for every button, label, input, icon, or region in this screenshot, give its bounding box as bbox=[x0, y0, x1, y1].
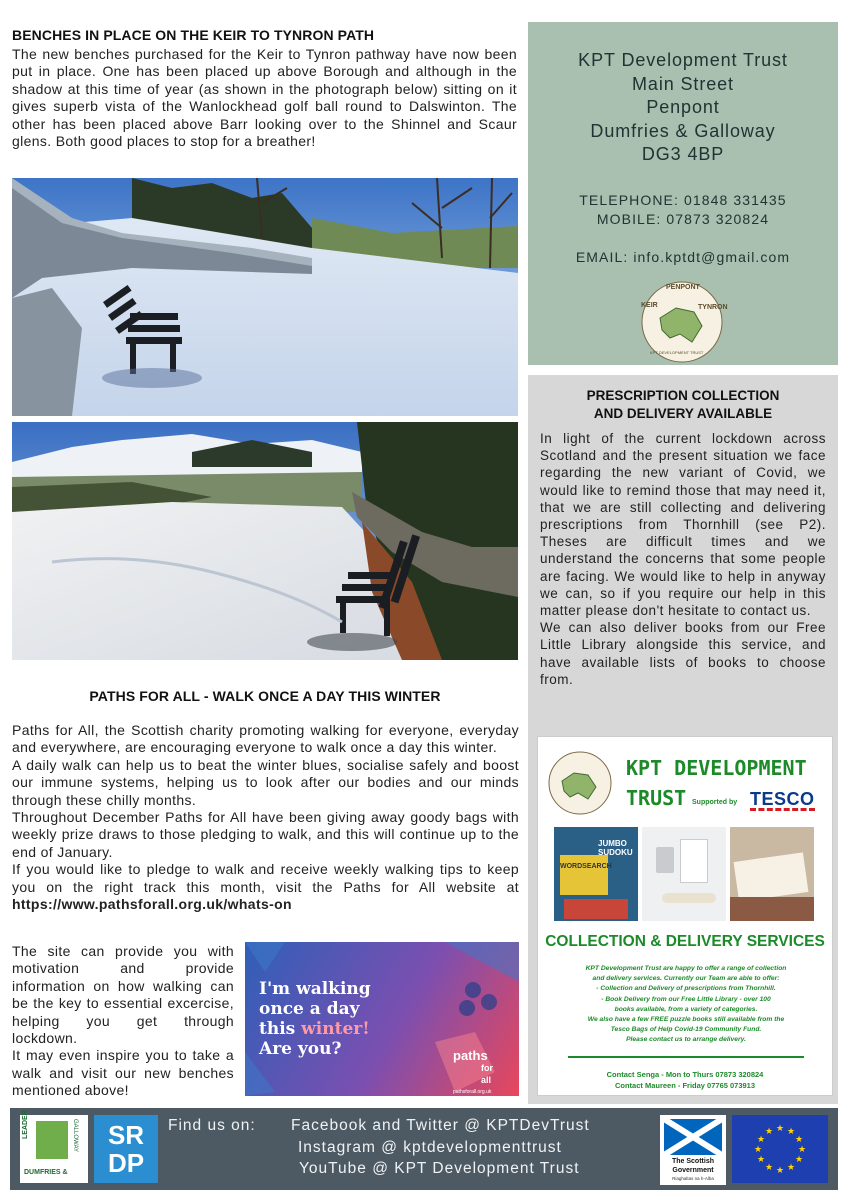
saltire-flag-icon bbox=[664, 1119, 722, 1155]
benches-title: BENCHES IN PLACE ON THE KEIR TO TYNRON PATH bbox=[12, 27, 375, 43]
kpt-logo bbox=[636, 278, 728, 364]
svg-text:★: ★ bbox=[756, 1155, 766, 1165]
collection-line: Tesco Bags of Help Covid-19 Community Fund. bbox=[610, 1026, 762, 1034]
collection-line: We also have a few FREE puzzle books still available from the bbox=[587, 1016, 785, 1024]
poster-supported-by: Supported by bbox=[692, 799, 738, 806]
logo-keir: KEIR bbox=[641, 302, 658, 309]
collection-line: - Collection and Delivery of prescriptions from Thornhill. bbox=[596, 985, 776, 993]
poster-heading-line-2: TRUST bbox=[626, 786, 687, 810]
address-line-1: KPT Development Trust bbox=[578, 50, 788, 70]
svg-text:★: ★ bbox=[794, 1155, 804, 1165]
paths-side-paragraph-2: It may even inspire you to take a walk and visit our new benches mentioned above! bbox=[12, 1047, 234, 1099]
svg-text:★: ★ bbox=[797, 1145, 807, 1155]
find-us-label: Find us on: bbox=[168, 1117, 256, 1134]
pills-photo bbox=[642, 827, 726, 921]
book-photo bbox=[730, 827, 814, 921]
tesco-logo: TESCO bbox=[750, 789, 815, 809]
footer-banner bbox=[10, 1108, 838, 1190]
poster-contacts bbox=[538, 1069, 832, 1091]
contact-box bbox=[528, 22, 838, 365]
leader-logo: LEADER DUMFRIES & GALLOWAY bbox=[20, 1115, 88, 1183]
paths-paragraph-3: Throughout December Paths for All have been giving away goody bags with weekly prize draws to those pledging to walk, and this will continue up to the end of January. bbox=[12, 809, 519, 860]
footer-social-youtube[interactable]: YouTube @ KPT Development Trust bbox=[299, 1160, 580, 1177]
svg-text:★: ★ bbox=[764, 1163, 774, 1173]
svg-text:★: ★ bbox=[764, 1127, 774, 1137]
banner-text bbox=[259, 979, 371, 1059]
puzzle-books-photo: WORDSEARCH JUMBO SUDOKU bbox=[554, 827, 638, 921]
contact-mobile: MOBILE: 07873 320824 bbox=[596, 211, 770, 227]
contact-telephone: TELEPHONE: 01848 331435 bbox=[579, 192, 787, 208]
banner-line-3: this winter! bbox=[259, 1019, 370, 1039]
collection-line: and delivery services. Currently our Team are able to offer: bbox=[592, 975, 780, 983]
svg-text:★: ★ bbox=[786, 1163, 796, 1173]
bench-photo-2 bbox=[12, 422, 518, 660]
poster-divider bbox=[568, 1056, 804, 1058]
contact-email[interactable]: EMAIL: info.kptdt@gmail.com bbox=[575, 249, 791, 265]
paths-paragraph-1: Paths for All, the Scottish charity promoting walking for everyone, everyday and everywhere, are encouraging everyone to walk once a day this winter. bbox=[12, 722, 519, 756]
footer-social-facebook-twitter[interactable]: Facebook and Twitter @ KPTDevTrust bbox=[291, 1117, 590, 1134]
address-line-5: DG3 4BP bbox=[641, 144, 725, 164]
address-line-3: Penpont bbox=[646, 97, 720, 117]
paths-paragraph-4: If you would like to pledge to walk and receive weekly walking tips to keep you on the right track this month, visit the Paths for All website at https://www.pathsforall.org.uk/whats-on bbox=[12, 861, 519, 913]
kpt-tesco-poster bbox=[537, 736, 833, 1096]
logo-tynron: TYNRON bbox=[698, 304, 728, 311]
scottish-government-logo: The Scottish Government Riaghaltas na h-Alba bbox=[660, 1115, 726, 1185]
paths-title: PATHS FOR ALL - WALK ONCE A DAY THIS WINTER bbox=[89, 688, 441, 704]
banner-line-4: Are you? bbox=[259, 1039, 342, 1059]
bench-photo-1 bbox=[12, 178, 518, 416]
svg-text:★: ★ bbox=[753, 1145, 763, 1155]
walking-banner bbox=[245, 942, 519, 1096]
logo-penpont: PENPONT bbox=[666, 284, 700, 291]
eu-stars-icon bbox=[732, 1115, 828, 1183]
srdp-logo: SR DP bbox=[94, 1115, 158, 1183]
kpt-poster-logo-icon bbox=[544, 747, 616, 817]
paths-website-link[interactable]: https://www.pathsforall.org.uk/whats-on bbox=[12, 896, 292, 913]
collection-lines bbox=[542, 964, 830, 1046]
paths-side-paragraph-1: The site can provide you with motivation and provide information on how walking can be the key to essential excercise, helping you get through lockdown. bbox=[12, 943, 234, 1047]
paths-for-all-logo: paths for all pathsforall.org.uk bbox=[453, 1048, 493, 1095]
banner-line-2: once a day bbox=[259, 999, 360, 1019]
svg-text:★: ★ bbox=[775, 1166, 785, 1176]
svg-text:★: ★ bbox=[756, 1135, 766, 1145]
prescription-title: PRESCRIPTION COLLECTION AND DELIVERY AVAILABLE bbox=[586, 388, 780, 421]
banner-line-1: I'm walking bbox=[259, 979, 371, 999]
collection-line: books available, from a variety of categories. bbox=[614, 1005, 758, 1013]
svg-text:★: ★ bbox=[794, 1135, 804, 1145]
eu-flag bbox=[732, 1115, 828, 1183]
collection-line: Please contact us to arrange delivery. bbox=[626, 1036, 746, 1044]
paths-body bbox=[12, 722, 519, 913]
collection-line: KPT Development Trust are happy to offer a range of collection bbox=[585, 965, 787, 972]
prescription-paragraph-2: We can also deliver books from our Free Little Library alongside this service, and have available lists of books to choose from. bbox=[540, 620, 826, 687]
address-line-2: Main Street bbox=[632, 73, 734, 94]
prescription-text bbox=[540, 430, 826, 688]
paths-side-text bbox=[12, 943, 234, 1100]
contact-address bbox=[528, 49, 838, 167]
prescription-paragraph-1: In light of the current lockdown across Scotland and the present situation we face regarding the new variant of Covid, we would like to remind those that may need it, that we are still collecting and delivering prescriptions from Thornhill (see P2). Theses are difficult times and we understand the concerns that some people are facing. We would like to help in anyway we can, so if you require our help in this matter please don't hesitate to contact us. bbox=[540, 431, 826, 619]
logo-trust: KPT DEVELOPMENT TRUST bbox=[650, 350, 704, 355]
paths-paragraph-2: A daily walk can help us to beat the winter blues, socialise safely and boost our immune systems, helping us to look after our bodies and our minds through these chilly months. bbox=[12, 756, 519, 808]
poster-contact-2: Contact Maureen - Friday 07765 073913 bbox=[614, 1081, 756, 1090]
footer-social-instagram[interactable]: Instagram @ kptdevelopmenttrust bbox=[298, 1139, 562, 1156]
svg-text:★: ★ bbox=[786, 1127, 796, 1137]
poster-contact-1: Contact Senga - Mon to Thurs 07873 320824 bbox=[606, 1070, 764, 1079]
svg-text:★: ★ bbox=[775, 1124, 785, 1134]
benches-paragraph: The new benches purchased for the Keir to Tynron pathway have now been put in place. One has been placed up above Borough and although in the shadow at this time of year (as shown in the photograph below) sitting on it gives superb vista of the Wanlockhead golf ball round to Dalswinton. The other has been placed above Barr looking over to the Shinnel and Scaur glens. Both good places to stop for a breather! bbox=[12, 46, 517, 150]
address-line-4: Dumfries & Galloway bbox=[590, 120, 776, 141]
poster-heading-line-1: KPT DEVELOPMENT bbox=[626, 756, 807, 780]
collection-title: COLLECTION & DELIVERY SERVICES bbox=[545, 933, 825, 950]
collection-line: - Book Delivery from our Free Little Library - over 100 bbox=[601, 995, 771, 1003]
